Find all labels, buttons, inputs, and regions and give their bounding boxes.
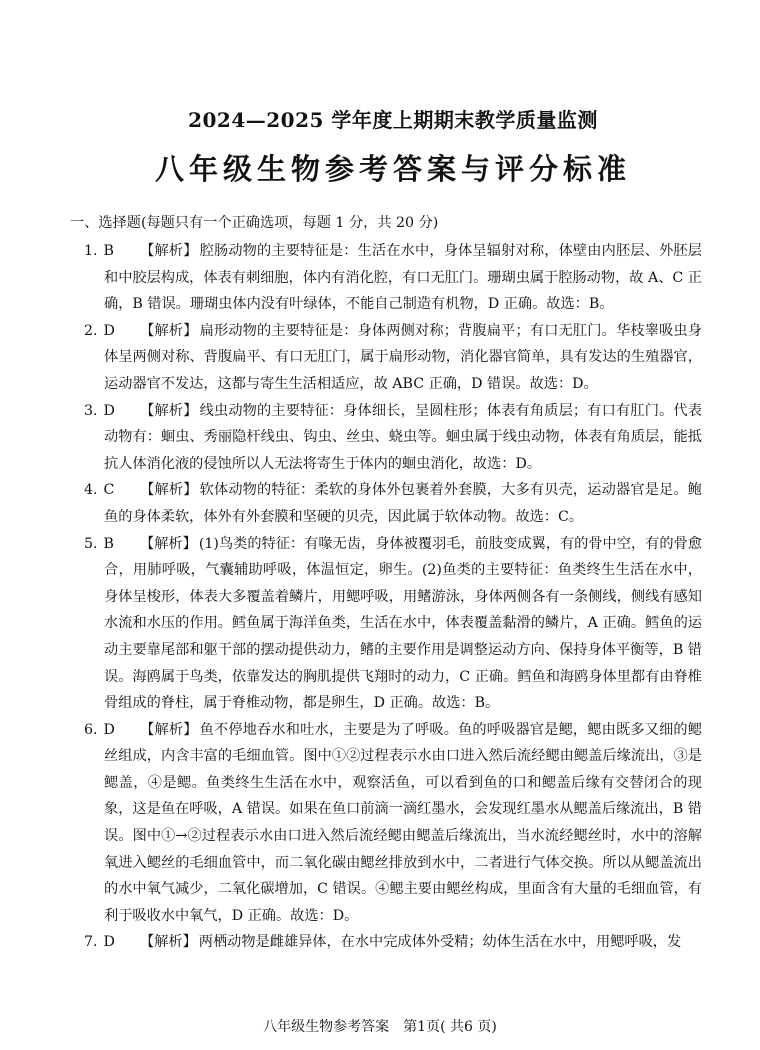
question-explanation: (1)鸟类的特征：有喙无齿，身体被覆羽毛，前肢变成翼，有的骨中空，有的骨愈合，用肺呼吸，气囊辅助呼吸，体温恒定，卵生。(2)鱼类的主要特征：鱼类终生生活在水中，身体呈梭形，体表大多覆盖着鳞片，用鳃呼吸，用鳍游泳，身体两侧各有一条侧线，侧线有感知水流和水压的作用。鳕鱼属于海洋鱼类，生活在水中，体表覆盖黏滑的鳞片，A 正确。鳕鱼的运动主要靠尾部和躯干部的摆动提供动力，鳍的主要作用是调整运动方向、保持身体平衡等，B 错误。海鸥属于鸟类，依靠发达的胸肌提供飞翔时的动力，C 正确。鳕鱼和海鸥身体里都有由脊椎骨组成的脊柱，属于脊椎动物，都是卵生，D 正确。故选：B。 <box>104 535 702 712</box>
question-explanation: 鱼不停地吞水和吐水，主要是为了呼吸。鱼的呼吸器官是鳃，鳃由既多又细的鳃丝组成，内含丰富的毛细血管。图中①②过程表示水由口进入然后流经鳃由鳃盖后缘流出，③是鳃盖，④是鳃。鱼类终生生活在水中，观察活鱼，可以看到鱼的口和鳃盖后缘有交替闭合的现象，这是鱼在呼吸，A 错误。如果在鱼口前滴一滴红墨水，会发现红墨水从鳃盖后缘流出，B 错误。图中①→②过程表示水由口进入然后流经鳃由鳃盖后缘流出，当水流经鳃丝时，水中的溶解氧进入鳃丝的毛细血管中，而二氧化碳由鳃丝排放到水中，二者进行气体交换。所以从鳃盖流出的水中氧气减少，二氧化碳增加，C 错误。④鳃主要由鳃丝构成，里面含有大量的毛细血管，有利于吸收水中氧气，D 正确。故选：D。 <box>104 721 702 924</box>
question-answer: D <box>103 934 115 951</box>
question-item <box>84 318 702 398</box>
question-number: 1. <box>84 243 98 259</box>
document-title: 八年级生物参考答案与评分标准 <box>154 152 631 186</box>
question-item <box>84 477 702 530</box>
analysis-tag: 【解析】 <box>140 402 198 419</box>
question-explanation: 扁形动物的主要特征是：身体两侧对称；背腹扁平；有口无肛门。华枝睾吸虫身体呈两侧对称、背腹扁平、有口无肛门，属于扁形动物，消化器官简单，具有发达的生殖器官，运动器官不发达，这都与寄生生活相适应，故 ABC 正确，D 错误。故选：D。 <box>104 322 702 392</box>
question-number: 4. <box>84 482 98 499</box>
question-number: 5. <box>84 535 98 552</box>
question-answer: D <box>103 322 115 339</box>
question-explanation: 腔肠动物的主要特征是：生活在水中，身体呈辐射对称，体壁由内胚层、外胚层和中胶层构成，体表有刺细胞，体内有消化腔，有口无肛门。珊瑚虫属于腔肠动物，故 A、C 正确，B 错误。珊瑚虫体内没有叶绿体，不能自己制造有机物，D 正确。故选：B。 <box>104 243 702 313</box>
question-number: 3. <box>84 402 98 419</box>
analysis-tag: 【解析】 <box>140 535 197 552</box>
question-explanation: 两栖动物是雌雄异体，在水中完成体外受精；幼体生活在水中，用鳃呼吸，发 <box>198 934 682 951</box>
question-answer: C <box>103 482 115 499</box>
analysis-tag: 【解析】 <box>140 322 198 339</box>
page-footer: 八年级生物参考答案 第1页( 共6 页) <box>263 1019 497 1035</box>
question-item <box>84 531 702 717</box>
exam-title: 2024—2025 学年度上期期末教学质量监测 <box>188 108 598 132</box>
question-answer: B <box>103 243 114 259</box>
section-heading: 一、选择题(每题只有一个正确选项，每题 1 分，共 20 分) <box>70 215 439 231</box>
question-answer: B <box>103 535 114 552</box>
question-number: 7. <box>84 934 98 951</box>
question-explanation: 软体动物的特征：柔软的身体外包裹着外套膜，大多有贝壳，运动器官是足。鲍鱼的身体柔软，体外有外套膜和坚硬的贝壳，因此属于软体动物。故选：C。 <box>104 482 702 525</box>
analysis-tag: 【解析】 <box>140 721 198 738</box>
question-item <box>84 929 702 956</box>
question-number: 2. <box>84 322 98 339</box>
question-item <box>84 398 702 478</box>
question-answer: D <box>103 721 115 738</box>
question-explanation: 线虫动物的主要特征：身体细长，呈圆柱形；体表有角质层；有口有肛门。代表动物有：蛔虫、秀丽隐杆线虫、钩虫、丝虫、蛲虫等。蛔虫属于线虫动物，体表有角质层，能抵抗人体消化液的侵蚀所以人无法将寄生于体内的蛔虫消化，故选：D。 <box>104 402 702 472</box>
analysis-tag: 【解析】 <box>140 482 198 499</box>
analysis-tag: 【解析】 <box>140 934 197 951</box>
question-item <box>84 238 702 318</box>
analysis-tag: 【解析】 <box>140 243 198 259</box>
question-item <box>84 717 702 930</box>
question-answer: D <box>103 402 115 419</box>
question-number: 6. <box>84 721 98 738</box>
